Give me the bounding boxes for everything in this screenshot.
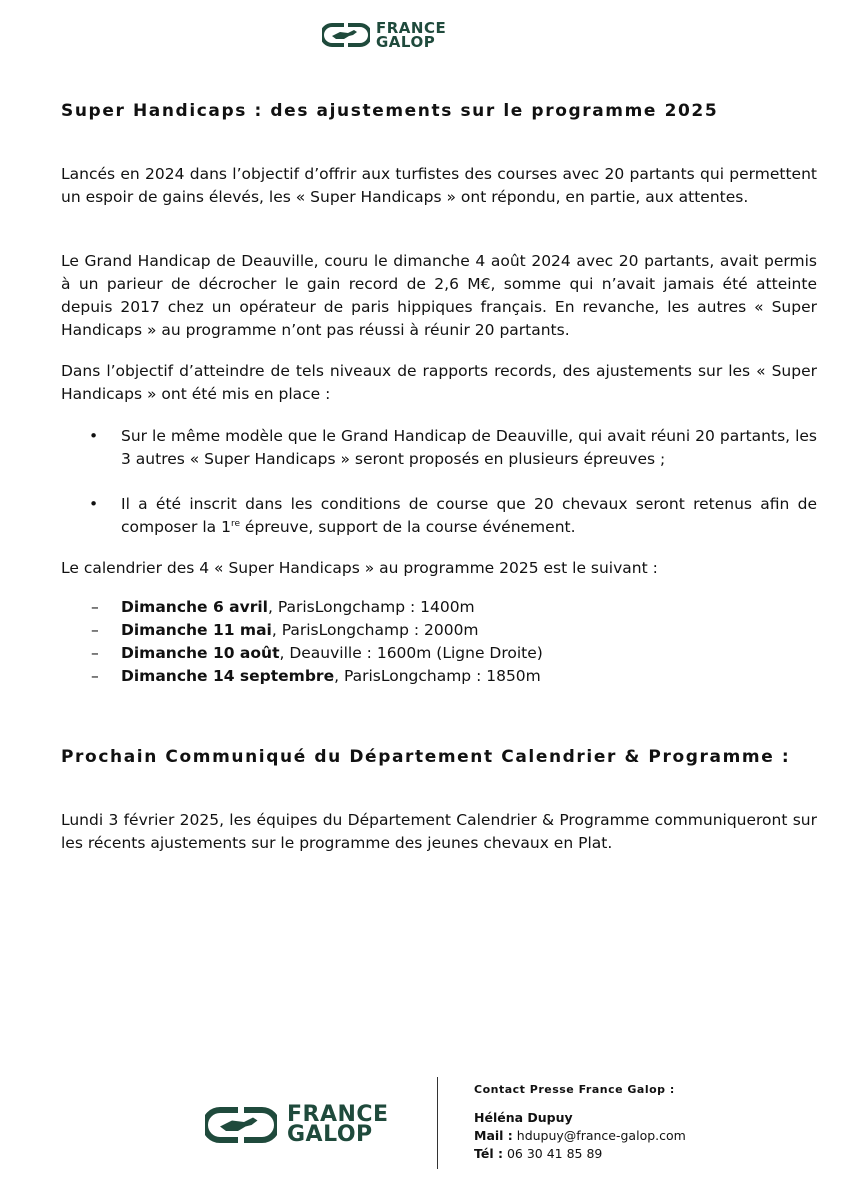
horse-logo-icon — [322, 22, 370, 48]
contact-title: Contact Presse France Galop : — [474, 1083, 675, 1096]
calendar-list — [61, 596, 817, 688]
contact-name: Héléna Dupuy — [474, 1110, 573, 1125]
press-contact — [474, 1083, 814, 1163]
contact-phone: Tél : 06 30 41 85 89 — [474, 1146, 603, 1161]
list-item: • Sur le même modèle que le Grand Handicap de Deauville, qui avait réuni 20 partants, les 3 autres « Super Handicaps » seront proposés en plusieurs épreuves ; — [89, 427, 817, 468]
section-super-handicaps — [61, 100, 817, 122]
paragraph: Lancés en 2024 dans l’objectif d’offrir aux turfistes des courses avec 20 partants qui permettent un espoir de gains élevés, les « Super Handicaps » ont répondu, en partie, aux attentes. — [61, 165, 817, 206]
paragraph: Le calendrier des 4 « Super Handicaps » au programme 2025 est le suivant : — [61, 559, 658, 577]
france-galop-logo — [322, 18, 472, 52]
bullet-list — [61, 493, 817, 539]
contact-mail: Mail : hdupuy@france-galop.com — [474, 1128, 686, 1143]
paragraph: Dans l’objectif d’atteindre de tels niveaux de rapports records, des ajustements sur les « Super Handicaps » ont été mis en place : — [61, 362, 817, 403]
paragraph: Le Grand Handicap de Deauville, couru le dimanche 4 août 2024 avec 20 partants, avait permis à un parieur de décrocher le gain record de 2,6 M€, somme qui n’avait jamais été atteinte depuis 2017 chez un opérateur de paris hippiques français. En revanche, les autres « Super Handicaps » au programme n’ont pas réussi à réunir 20 partants. — [61, 252, 817, 339]
logo-wordmark: FRANCE GALOP — [376, 19, 447, 51]
logo-wordmark: FRANCE GALOP — [287, 1102, 389, 1147]
paragraph: Lundi 3 février 2025, les équipes du Département Calendrier & Programme communiqueront sur les récents ajustements sur le programme des jeunes chevaux en Plat. — [61, 811, 817, 852]
horse-logo-icon — [205, 1105, 277, 1145]
list-item: • Il a été inscrit dans les conditions de course que 20 chevaux seront retenus afin de composer la 1re épreuve, support de la course événement. — [89, 495, 817, 536]
section-prochain-communique — [61, 746, 817, 768]
footer-divider — [437, 1077, 438, 1169]
list-item: – Dimanche 10 août, Deauville : 1600m (Ligne Droite) — [91, 644, 543, 662]
list-item: – Dimanche 14 septembre, ParisLongchamp : 1850m — [91, 667, 541, 685]
list-item: – Dimanche 6 avril, ParisLongchamp : 1400m — [91, 598, 475, 616]
contact-mail-link[interactable]: hdupuy@france-galop.com — [512, 1128, 686, 1143]
section-title: Super Handicaps : des ajustements sur le programme 2025 — [61, 101, 719, 121]
bullet-icon: • — [89, 427, 99, 445]
bullet-list — [61, 425, 817, 471]
section-title: Prochain Communiqué du Département Calendrier & Programme : — [61, 747, 791, 767]
france-galop-logo-footer — [205, 1100, 425, 1150]
list-item: – Dimanche 11 mai, ParisLongchamp : 2000m — [91, 621, 479, 639]
bullet-icon: • — [89, 495, 99, 513]
